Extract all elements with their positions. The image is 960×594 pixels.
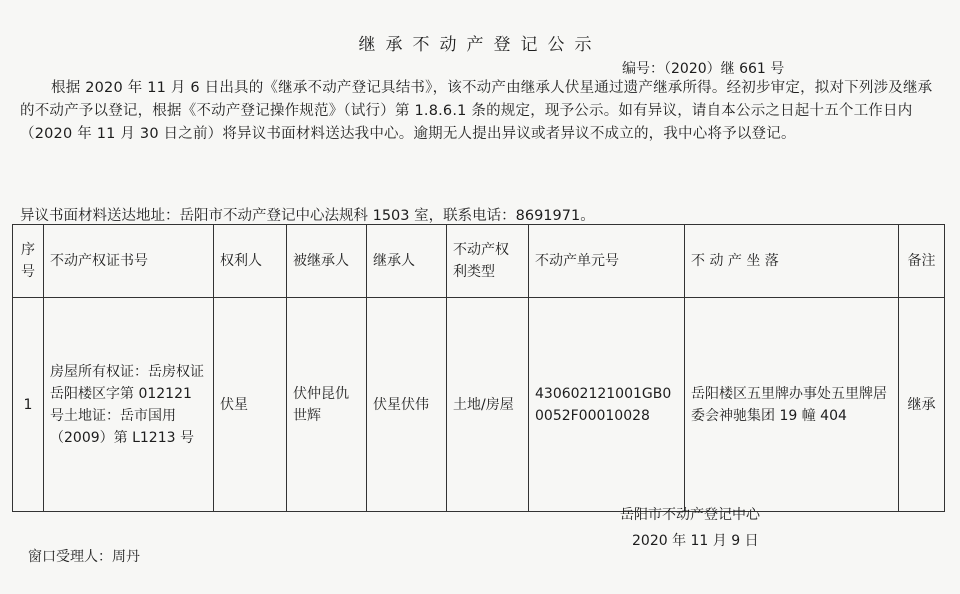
- page-title: 继承不动产登记公示: [358, 35, 602, 55]
- header-unit-no: 不动产单元号: [529, 225, 685, 298]
- header-cert: 不动产权证书号: [44, 225, 214, 298]
- cell-location: 岳阳楼区五里牌办事处五里牌居委会神驰集团 19 幢 404: [685, 298, 899, 512]
- cell-right-type: 土地/房屋: [447, 298, 529, 512]
- document-number: 编号：（2020）继 661 号: [622, 61, 785, 77]
- header-location: 不 动 产 坐 落: [685, 225, 899, 298]
- cell-decedent: 伏仲昆仇世辉: [287, 298, 367, 512]
- cell-cert: 房屋所有权证：岳房权证岳阳楼区字第 012121 号土地证：岳市国用（2009）第 L1213 号: [44, 298, 214, 512]
- issuing-organization: 岳阳市不动产登记中心: [620, 507, 760, 523]
- header-decedent: 被继承人: [287, 225, 367, 298]
- header-heirs: 继承人: [367, 225, 447, 298]
- window-receiver: 窗口受理人：周丹: [28, 549, 140, 565]
- notice-body: 根据 2020 年 11 月 6 日出具的《继承不动产登记具结书》，该不动产由继承人伏星通过遗产继承所得。经初步审定，拟对下列涉及继承的不动产予以登记，根据《不动产登记操作规范》（试行）第 1.8.6.1 条的规定，现予公示。如有异议，请自本公示之日起十五个工作日内（2020 年 11 月 30 日之前）将异议书面材料送达我中心。逾期无人提出异议或者异议不成立的，我中心将予以登记。: [20, 80, 933, 142]
- header-holder: 权利人: [214, 225, 287, 298]
- cell-heirs: 伏星伏伟: [367, 298, 447, 512]
- notice-paragraph: [20, 77, 938, 146]
- table-header-row: [13, 225, 945, 298]
- registration-table: [12, 224, 945, 512]
- header-remark: 备注: [899, 225, 945, 298]
- issue-date: 2020 年 11 月 9 日: [632, 533, 759, 549]
- cell-remark: 继承: [899, 298, 945, 512]
- objection-address: 异议书面材料送达地址：岳阳市不动产登记中心法规科 1503 室，联系电话：8691971。: [20, 208, 595, 224]
- cell-no: 1: [13, 298, 44, 512]
- table-row: [13, 298, 945, 512]
- header-right-type: 不动产权利类型: [447, 225, 529, 298]
- cell-unit-no: 430602121001GB00052F00010028: [529, 298, 685, 512]
- cell-holder: 伏星: [214, 298, 287, 512]
- header-no: 序号: [13, 225, 44, 298]
